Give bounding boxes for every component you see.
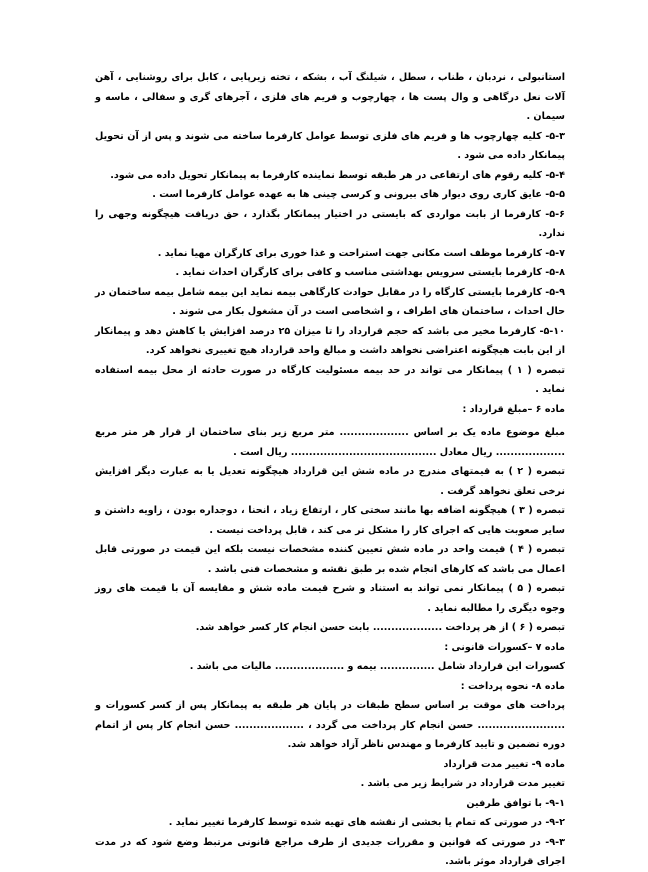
paragraph-materials-list: استانبولی ، نردبان ، طناب ، سطل ، شیلنگ آب ، بشکه ، تخته زیرپایی ، کابل برای روشنایی ، آهن آلات نعل درگاهی و وال پست ها ، چهارچوب و فریم های فلزی ، آجرهای گری و سفالی ، ماسه و سیمان . xyxy=(95,72,565,122)
note-4: تبصره ( ۴ ) قیمت واحد در ماده شش تعیین کننده مشخصات نیست بلکه این قیمت در صورتی قابل اعمال می باشد که کارهای انجام شده بر طبق نقشه و مشخصات فنی باشد . xyxy=(95,544,566,575)
clause-5-3: ۵-۳- کلیه چهارچوب ها و فریم های فلزی توسط عوامل کارفرما ساخته می شوند و پس از آن تحویل پیمانکار داده می شود . xyxy=(95,130,565,161)
clause-5-6: ۵-۶- کارفرما از بابت مواردی که بایستی در اختیار پیمانکار بگذارد ، حق دریافت هیچگونه وجهی را ندارد. xyxy=(95,208,565,239)
article-8-heading: ماده ۸- نحوه پرداخت : xyxy=(460,680,565,692)
article-9-heading: ماده ۹- تغییر مدت قرارداد xyxy=(443,758,565,770)
clause-9-3: ۹-۳- در صورتی که قوانین و مقررات جدیدی از طرف مراجع قانونی مرتبط وضع شود که در مدت اجرای قرارداد موثر باشد. xyxy=(95,836,565,867)
duration-change-intro: تغییر مدت قرارداد در شرایط زیر می باشد . xyxy=(360,778,565,789)
clause-5-5: ۵-۵- عایق کاری روی دیوار های بیرونی و کرسی چینی ها به عهده عوامل کارفرما است . xyxy=(152,189,565,200)
note-1: تبصره ( ۱ ) پیمانکار می تواند در حد بیمه مسئولیت کارگاه در صورت حادثه از محل بیمه استفاده نماید . xyxy=(95,364,565,395)
note-3: تبصره ( ۳ ) هیچگونه اضافه بها مانند سختی کار ، ارتفاع زیاد ، انحنا ، دوجداره بودن ، زاویه داشتن و سایر صعوبت هایی که اجرای کار را مشکل تر می کند ، قابل پرداخت نیست . xyxy=(95,505,565,536)
article-7-heading: ماده ۷ –کسورات قانونی : xyxy=(444,641,565,653)
clause-5-9: ۵-۹- کارفرما بایستی کارگاه را در مقابل حوادث کارگاهی بیمه نماید این بیمه شامل بیمه ساختمان در حال احداث ، ساختمان های اطراف ، و اشخاصی است در آن مشغول بکار می شوند . xyxy=(95,286,565,317)
clause-5-8: ۵-۸- کارفرما بایستی سرویس بهداشتی مناسب و کافی برای کارگران احداث نماید . xyxy=(175,267,565,278)
clause-9-2: ۹-۲- در صورتی که تمام یا بخشی از نقشه های تهیه شده توسط کارفرما تغییر نماید . xyxy=(168,817,565,828)
payment-method-paragraph: پرداخت های موقت بر اساس سطح طبقات در پایان هر طبقه به پیمانکار پس از کسر کسورات و ........................ حسن انجام کار پرداخت می گردد ، ................... حسن انجام کار پس از اتمام دوره تضمین و تایید کارفرما و مهندس ناظر آزاد خواهد شد. xyxy=(95,700,565,750)
clause-5-4: ۵-۴- کلیه رقوم های ارتفاعی در هر طبقه توسط نماینده کارفرما به پیمانکار تحویل داده می شود. xyxy=(110,169,565,181)
note-6: تبصره ( ۶ ) از هر پرداخت ................... بابت حسن انجام کار کسر خواهد شد. xyxy=(195,622,565,633)
contract-document-body xyxy=(95,68,565,872)
clause-9-1: ۹-۱- با توافق طرفین xyxy=(466,797,565,809)
note-2: تبصره ( ۲ ) به قیمتهای مندرج در ماده شش این قرارداد هیچگونه تعدیل یا به عبارت دیگر افزایش نرخی تعلق نخواهد گرفت . xyxy=(95,466,565,497)
clause-5-7: ۵-۷- کارفرما موظف است مکانی جهت استراحت و غذا خوری برای کارگران مهیا نماید . xyxy=(157,247,565,259)
note-5: تبصره ( ۵ ) پیمانکار نمی تواند به استناد و شرح قیمت ماده شش و مقایسه آن با قیمت های روز وجوه دیگری را مطالبه نماید . xyxy=(95,583,565,614)
article-6-heading: ماده ۶ –مبلغ قرارداد : xyxy=(462,403,565,415)
contract-amount-paragraph: مبلغ موضوع ماده یک بر اساس ................... متر مربع زیر بنای ساختمان از قرار هر متر مربع ................... ریال معادل ........................................ ریال است . xyxy=(95,427,565,458)
deductions-paragraph: کسورات این قرارداد شامل ............... بیمه و ................... مالیات می باشد . xyxy=(189,661,565,672)
clause-5-10: ۵-۱۰- کارفرما مخیر می باشد که حجم قرارداد را تا میزان ۲۵ درصد افزایش یا کاهش دهد و پیمانکار از این بابت هیچگونه اعتراضی نخواهد داشت و مبالغ واحد قرارداد هیچ تغییری نخواهد کرد. xyxy=(95,325,566,356)
